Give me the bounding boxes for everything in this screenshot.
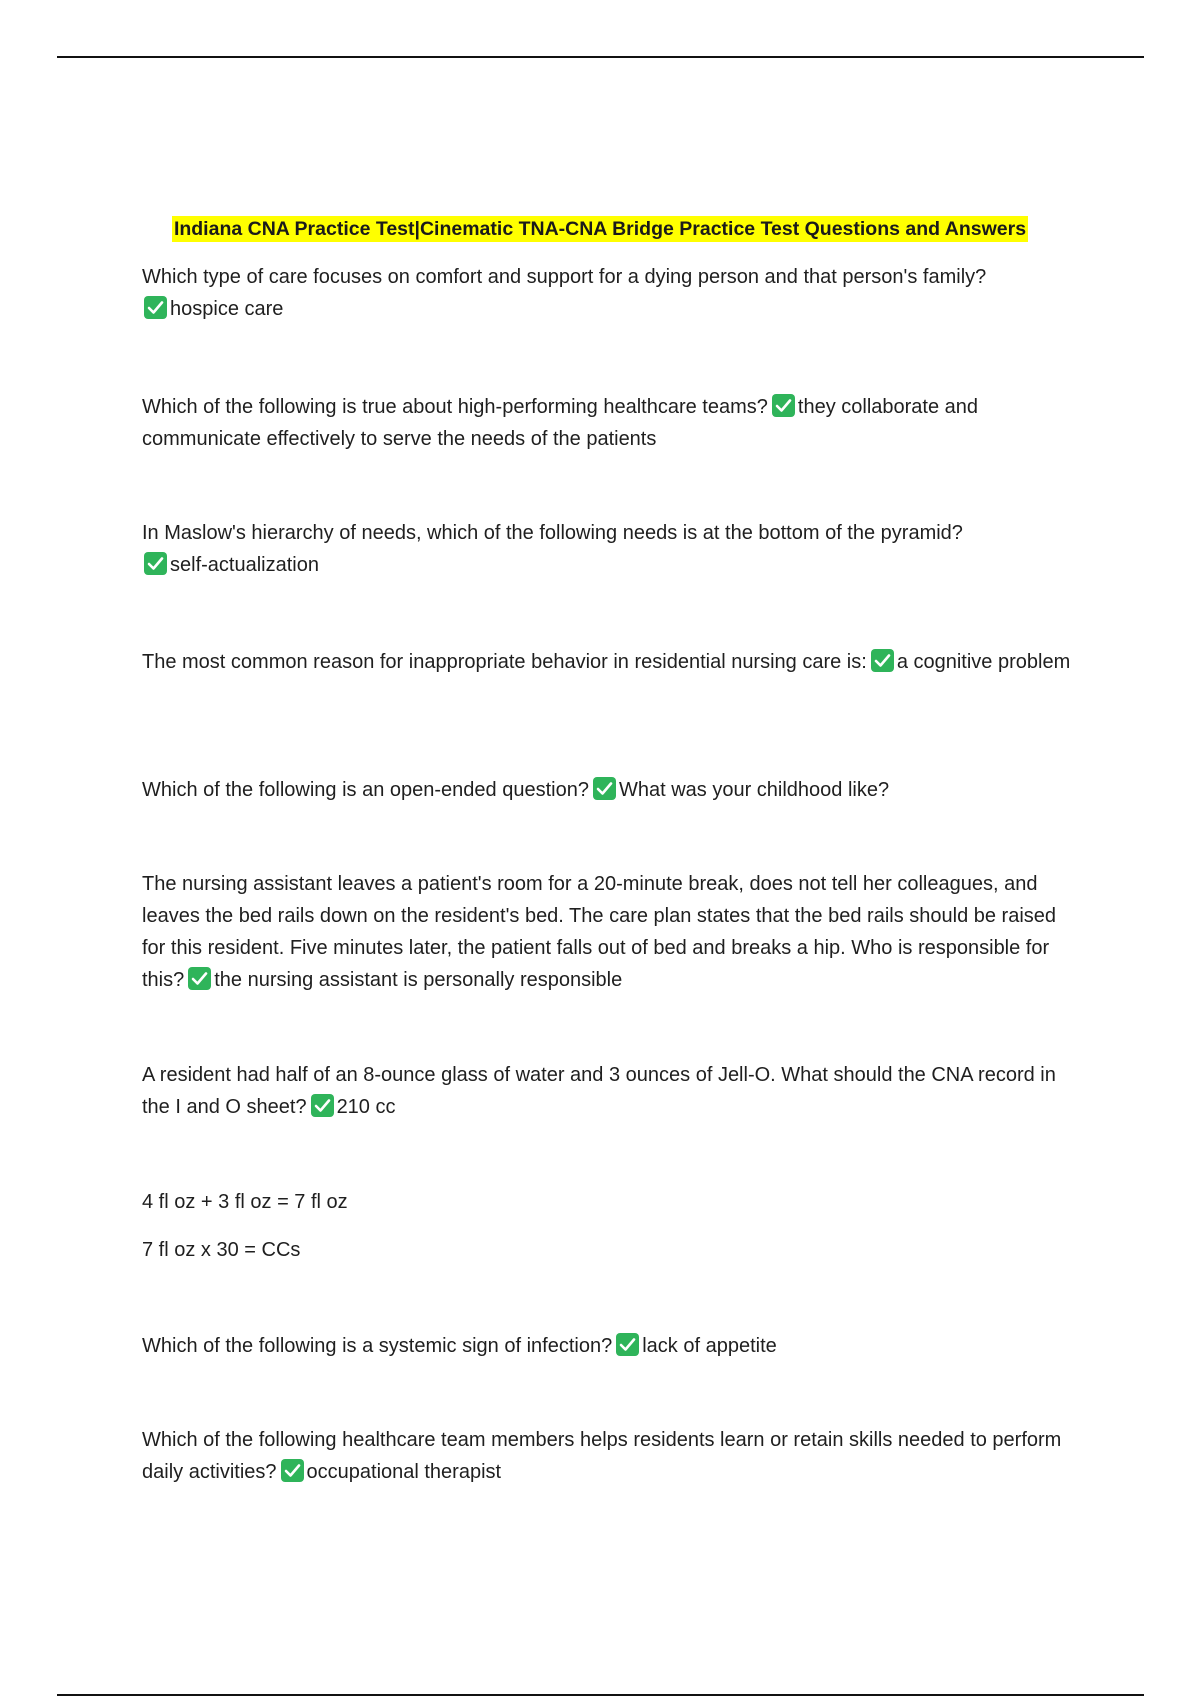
qa-item-7 xyxy=(142,1059,1072,1123)
calculation-line-1: 4 fl oz + 3 fl oz = 7 fl oz xyxy=(142,1191,348,1213)
question-text: Which of the following is a systemic sign of infection? xyxy=(142,1335,613,1357)
answer-text: self-actualization xyxy=(170,554,319,576)
answer-text: a cognitive problem xyxy=(896,651,1071,673)
check-mark-icon xyxy=(144,552,167,575)
answer-text: they collaborate and communicate effectively to serve the needs of the patients xyxy=(142,396,979,450)
check-mark-icon xyxy=(188,967,211,990)
check-mark-icon xyxy=(616,1333,639,1356)
qa-item-4 xyxy=(142,646,1072,678)
question-text: Which of the following healthcare team members helps residents learn or retain skills needed to perform daily activities? xyxy=(142,1429,1062,1483)
title-container xyxy=(0,216,1200,242)
check-mark-icon xyxy=(311,1094,334,1117)
bottom-rule xyxy=(57,1694,1144,1696)
check-mark-icon xyxy=(871,649,894,672)
qa-item-3 xyxy=(142,517,1072,581)
answer-text: occupational therapist xyxy=(306,1461,502,1483)
document-title: Indiana CNA Practice Test|Cinematic TNA-CNA Bridge Practice Test Questions and Answers xyxy=(173,218,1027,240)
check-mark-icon xyxy=(772,394,795,417)
question-text: In Maslow's hierarchy of needs, which of the following needs is at the bottom of the pyramid? xyxy=(142,522,963,544)
qa-item-1 xyxy=(142,261,1072,325)
calculation-line-2: 7 fl oz x 30 = CCs xyxy=(142,1239,301,1261)
question-text: The nursing assistant leaves a patient's room for a 20-minute break, does not tell her colleagues, and leaves the bed rails down on the resident's bed. The care plan states that the bed rails should be raised for this resident. Five minutes later, the patient falls out of bed and breaks a hip. Who is responsible for this? xyxy=(142,873,1057,991)
question-text: The most common reason for inappropriate behavior in residential nursing care is: xyxy=(142,651,867,673)
qa-item-2 xyxy=(142,391,1072,455)
top-rule xyxy=(57,56,1144,58)
qa-item-9 xyxy=(142,1424,1072,1488)
answer-text: hospice care xyxy=(170,298,284,320)
answer-text: the nursing assistant is personally responsible xyxy=(214,969,623,991)
answer-text: lack of appetite xyxy=(642,1335,777,1357)
answer-text: What was your childhood like? xyxy=(618,779,890,801)
question-text: Which of the following is true about high-performing healthcare teams? xyxy=(142,396,768,418)
check-mark-icon xyxy=(144,296,167,319)
question-text: A resident had half of an 8-ounce glass of water and 3 ounces of Jell-O. What should the CNA record in the I and O sheet? xyxy=(142,1064,1056,1118)
question-text: Which of the following is an open-ended question? xyxy=(142,779,589,801)
check-mark-icon xyxy=(593,777,616,800)
qa-item-6 xyxy=(142,868,1072,996)
check-mark-icon xyxy=(281,1459,304,1482)
qa-item-8 xyxy=(142,1330,1072,1362)
question-text: Which type of care focuses on comfort and support for a dying person and that person's family? xyxy=(142,266,987,288)
qa-item-5 xyxy=(142,774,1072,806)
answer-text: 210 cc xyxy=(336,1096,396,1118)
